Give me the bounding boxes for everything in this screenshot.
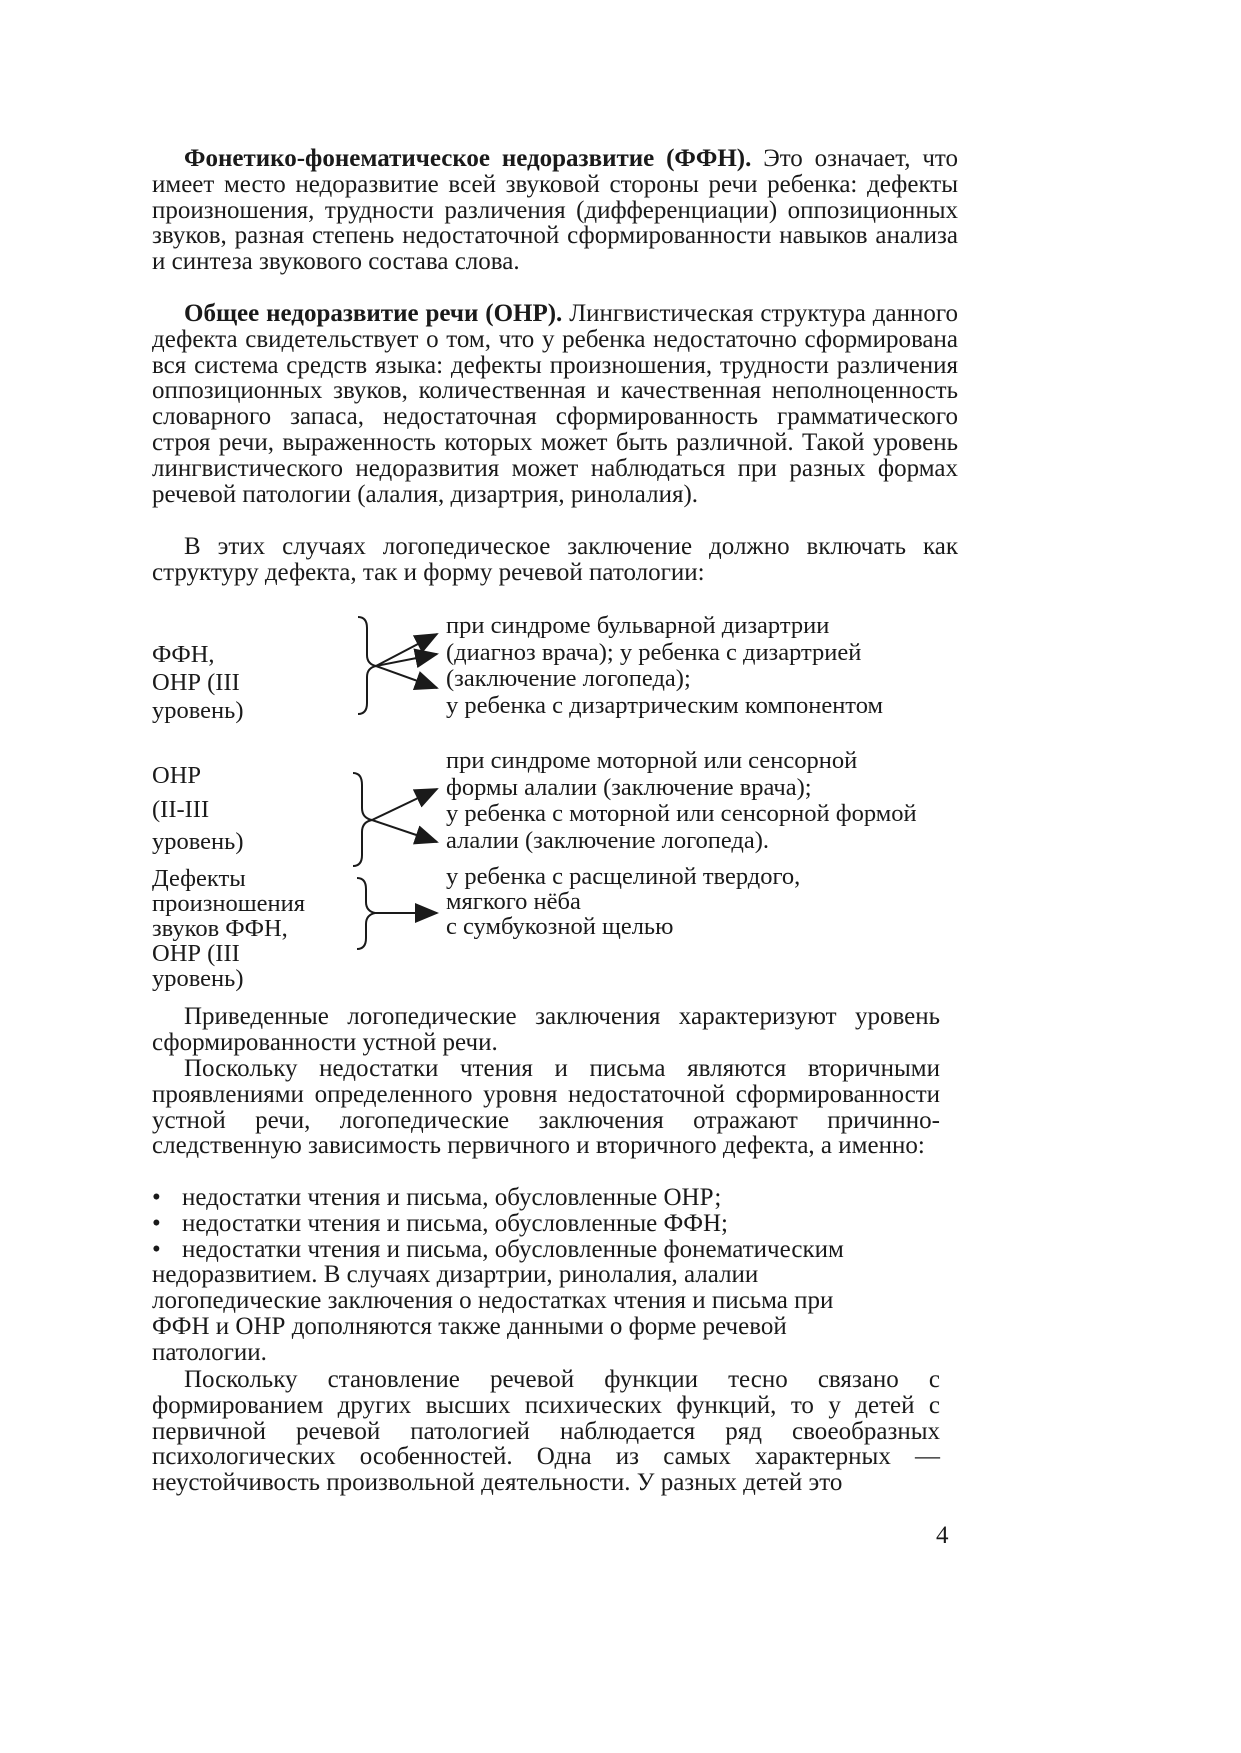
scheme-brace-3 <box>357 878 375 949</box>
scheme-group2-left: ОНР (II-III уровень) <box>152 762 244 855</box>
paragraph-summary: Приведенные логопедические заключения характеризуют уровень сформированности устной речи. <box>152 1003 940 1056</box>
paragraph-ffn-text: Это означает, что имеет место недоразвитие всей звуковой стороны речи ребенка: дефекты произношения, трудности различения (дифференциации) оппозиционных звуков, разная степень недостаточной сформированности навыков анализа и синтеза звукового состава слова. <box>152 145 958 276</box>
paragraph-secondary-defects: Поскольку недостатки чтения и письма являются вторичными проявлениями определенного уровня недостаточной сформированности устной речи, логопедические заключения отражают причинно-следственную зависимость первичного и вторичного дефекта, а именно: <box>152 1055 940 1160</box>
scheme-arrow-1a <box>376 634 437 666</box>
scheme-brace-2 <box>353 773 372 866</box>
scheme-group1-right: при синдроме бульварной дизартрии (диагноз врача); у ребенка с дизартрией (заключение логопеда); у ребенка с дизартрическим компонентом <box>446 612 883 719</box>
scheme-group2-right: при синдроме моторной или сенсорной формы алалии (заключение врача); у ребенка с моторной или сенсорной формой алалии (заключение логопеда). <box>446 747 917 854</box>
scheme-group3-right: у ребенка с расщелиной твердого, мягкого нёба с сумбукозной щелью <box>446 863 801 940</box>
paragraph-psychological: Поскольку становление речевой функции тесно связано с формированием других высших психических функций, то у детей с первичной речевой патологией наблюдается ряд своеобразных психологических особенностей. Одна из самых характерных — неустойчивость произвольной деятельности. У разных детей это <box>152 1366 940 1497</box>
list-item: • недостатки чтения и письма, обусловленные фонематическим <box>152 1235 844 1263</box>
list-item: • недостатки чтения и письма, обусловленные ФФН; <box>152 1209 728 1237</box>
scheme-group1-left: ФФН, ОНР (III уровень) <box>152 641 244 724</box>
scheme-brace-1 <box>358 617 376 714</box>
list-item: • недостатки чтения и письма, обусловленные ОНР; <box>152 1184 722 1211</box>
scheme-arrow-1b <box>376 654 437 666</box>
paragraph-onr-text: Лингвистическая структура данного дефекта свидетельствует о том, что у ребенка недостаточно сформирована вся система средств языка: дефекты произношения, трудности различения оппозиционных звуков, количественная и качественная неполноценность словарного запаса, недостаточная сформированность грамматического строя речи, выраженность которых может быть различной. Такой уровень лингвистического недоразвития может наблюдаться при разных формах речевой патологии (алалия, дизартрия, ринолалия). <box>152 300 958 508</box>
list-continuation: недоразвитием. В случаях дизартрии, ринолалия, алалии <box>152 1261 759 1289</box>
defects-list: • недостатки чтения и письма, обусловленные ОНР; • недостатки чтения и письма, обусловленные ФФН; • недостатки чтения и письма, обусловленные фонематическим недоразвитием. В случаях дизартрии, ринолалия, алалии логопедические заключения о недостатках чтения и письма при ФФН и ОНР дополняются также данными о форме речевой патологии. <box>152 1185 940 1366</box>
scheme-arrow-2a <box>372 789 437 820</box>
page-number: 4 <box>936 1522 949 1549</box>
scheme-arrow-1c <box>376 666 437 688</box>
scheme-group3-left: Дефекты произношения звуков ФФН, ОНР (III уровень) <box>152 865 305 992</box>
paragraph-conclusion-intro: В этих случаях логопедическое заключение должно включать как структуру дефекта, так и форму речевой патологии: <box>152 533 958 586</box>
term-onr: Общее недоразвитие речи (ОНР). <box>184 300 563 327</box>
term-ffn: Фонетико-фонематическое недоразвитие (ФФН). <box>184 145 752 172</box>
scheme-arrow-2b <box>372 820 437 842</box>
